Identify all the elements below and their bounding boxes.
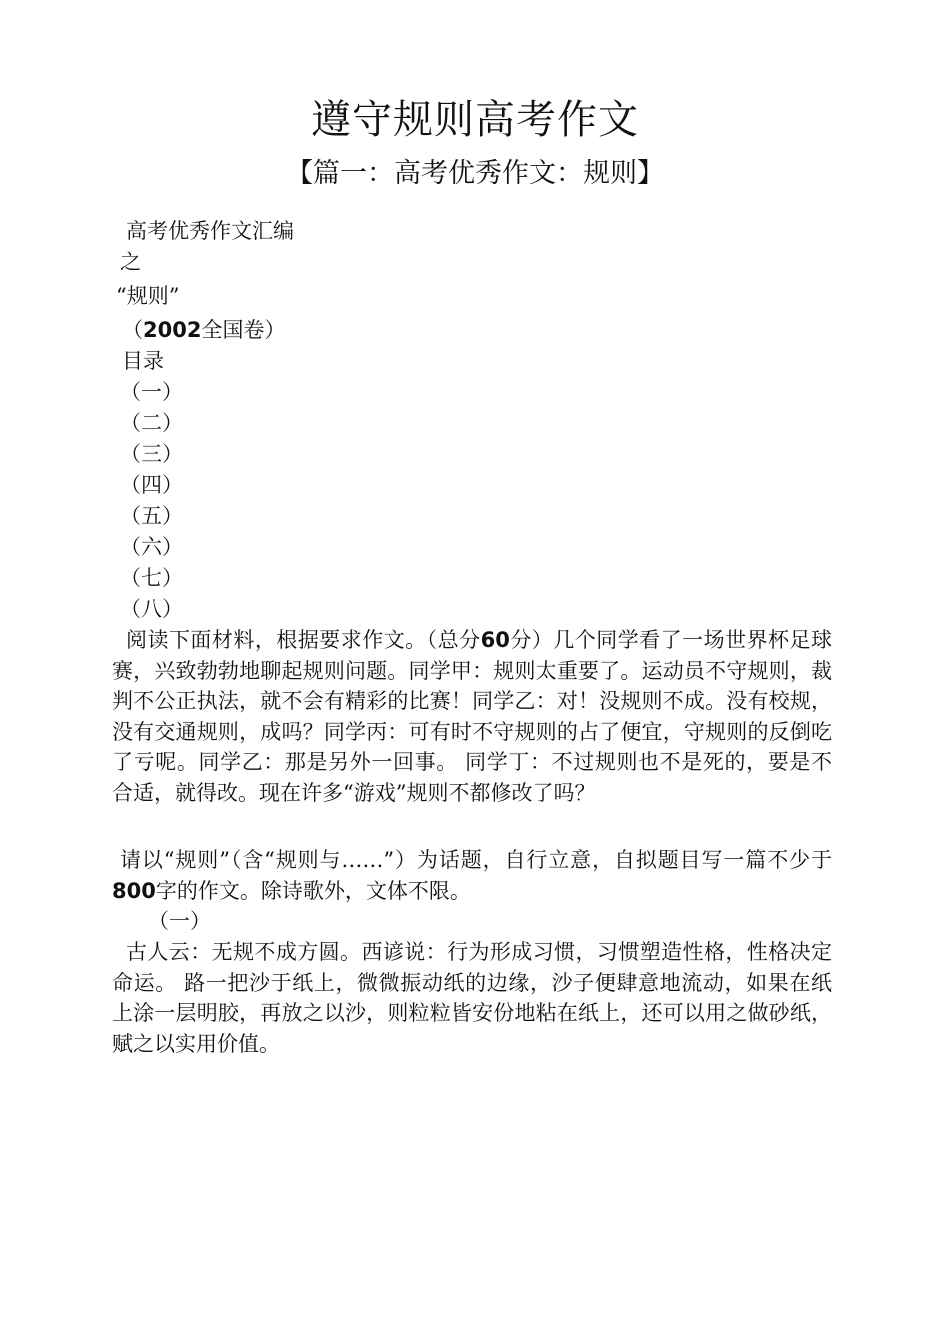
prompt-score: 60 <box>480 628 510 652</box>
prompt-text-start: 阅读下面材料，根据要求作文。（总分 <box>126 628 481 652</box>
prompt-paragraph <box>112 625 832 808</box>
section-one-label: （一） <box>148 909 211 933</box>
toc-item: （一） <box>120 380 183 404</box>
toc-item: （七） <box>120 566 183 590</box>
toc-item: （八） <box>120 597 183 621</box>
requirement-text-start: 请以“规则”（含“规则与……”）为话题，自行立意，自拟题目写一篇不少于 <box>120 848 832 872</box>
exam-source <box>122 315 285 345</box>
header-line-compilation: 高考优秀作文汇编 <box>126 219 294 243</box>
page-subtitle: 【篇一：高考优秀作文：规则】 <box>286 158 664 189</box>
toc-item: （三） <box>120 442 183 466</box>
exam-source-rest: 全国卷） <box>201 318 286 342</box>
toc-item: （二） <box>120 411 183 435</box>
header-line-topic: “规则” <box>116 284 180 308</box>
exam-year: 2002 <box>143 318 202 342</box>
toc-item: （六） <box>120 535 183 559</box>
page-title: 遵守规则高考作文 <box>311 97 639 143</box>
header-line-zhi: 之 <box>120 250 141 274</box>
toc-item: （四） <box>120 473 183 497</box>
toc-title: 目录 <box>122 349 164 373</box>
exam-source-open: （ <box>122 318 143 342</box>
requirement-paragraph <box>112 845 832 906</box>
toc-item: （五） <box>120 504 183 528</box>
essay-paragraph: 古人云：无规不成方圆。西谚说：行为形成习惯，习惯塑造性格，性格决定命运。 路一把沙于纸上，微微振动纸的边缘，沙子便肆意地流动，如果在纸上涂一层明胶，再放之以沙，则粒粒皆安份地粘在纸上，还可以用之做砂纸，赋之以实用价值。 <box>112 940 832 1056</box>
prompt-text-rest: 分）几个同学看了一场世界杯足球赛，兴致勃勃地聊起规则问题。同学甲：规则太重要了。运动员不守规则，裁判不公正执法，就不会有精彩的比赛！同学乙：对！没规则不成。没有校规，没有交通规则，成吗？同学丙：可有时不守规则的占了便宜，守规则的反倒吃了亏呢。同学乙：那是另外一回事。 同学丁：不过规则也不是死的，要是不合适，就得改。现在许多“游戏”规则不都修改了吗？ <box>112 628 832 805</box>
requirement-words: 800 <box>112 878 156 903</box>
requirement-text-rest: 字的作文。除诗歌外，文体不限。 <box>155 878 471 903</box>
